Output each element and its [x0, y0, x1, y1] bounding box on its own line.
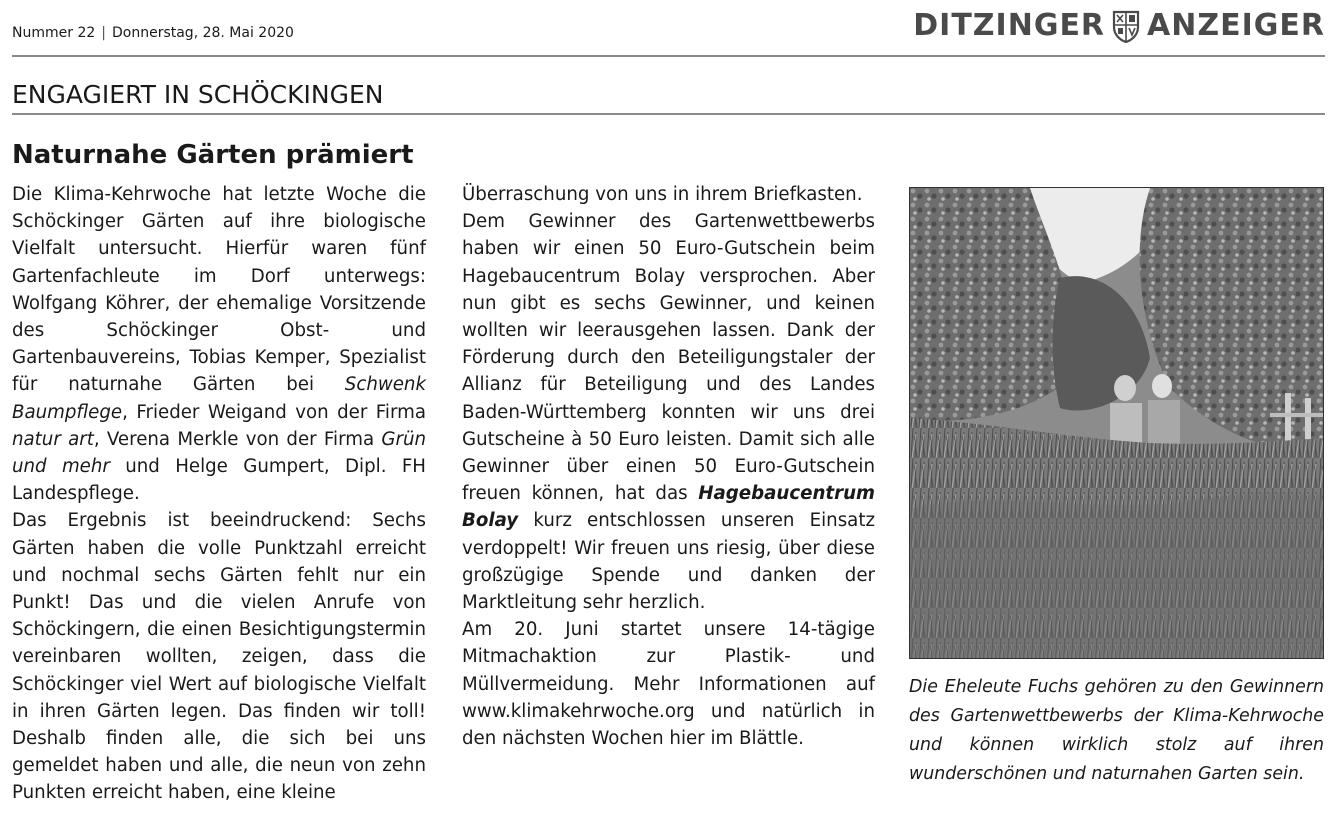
paragraph: Überraschung von uns in ihrem Briefkasten. [462, 184, 863, 205]
article-headline: Naturnahe Gärten prämiert [12, 140, 414, 170]
section-title: ENGAGIERT IN SCHÖCKINGEN [12, 80, 384, 109]
sponsor-name: Hagebaucentrum Bolay [462, 483, 875, 532]
issue-number: Nummer 22 [12, 25, 96, 41]
paragraph: Das Ergebnis ist beeindruckend: Sechs Gärten haben die volle Punktzahl erreicht und nochmal sechs Gärten fehlt nur ein Punkt! Das und die vielen Anrufe von Schöckingern, die einen Besichtigungstermin vereinbaren wollten, zeigen, dass die Schöckinger viel Wert auf biologische Vielfalt in ihren Gärten legen. Das finden wir toll! Deshalb finden alle, die sich bei uns gemeldet haben und alle, die neun von zehn Punkten erreicht haben, eine kleine [12, 510, 426, 804]
text-run: kurz entschlossen unseren Einsatz verdoppelt! Wir freuen uns riesig, über diese großzügige Spende und danken der Marktleitung sehr herzlich. [462, 510, 875, 614]
garden-photo-image [910, 188, 1324, 659]
issue-info [12, 25, 294, 41]
masthead-left: DITZINGER [913, 8, 1106, 43]
section-rule [12, 113, 1325, 115]
issue-date: Donnerstag, 28. Mai 2020 [111, 25, 294, 41]
paragraph [462, 208, 875, 616]
masthead-right: ANZEIGER [1147, 8, 1325, 43]
paragraph: Am 20. Juni startet unsere 14-tägige Mitmachaktion zur Plastik- und Müllvermeidung. Mehr Informationen auf www.klimakehrwoche.org und natürlich in den nächsten Wochen hier im Blättle. [462, 619, 875, 750]
text-run: , Frieder Weigand von der Firma [122, 401, 426, 423]
article-column-2 [462, 181, 875, 752]
text-run: Die Klima-Kehrwoche hat letzte Woche die Schöckinger Gärten auf ihre biologische Vielfalt untersucht. Hierfür waren fünf Gartenfachleute im Dorf unterwegs: Wolfgang Köhrer, der ehemalige Vorsitzende des Schöckinger Obst- und Gartenbauvereins, Tobias Kemper, Spezialist für naturnahe Gärten bei [12, 184, 426, 396]
text-run: und Helge Gumpert, Dipl. FH Landespflege. [12, 456, 426, 505]
header-separator: | [101, 25, 106, 41]
coat-of-arms-icon [1111, 9, 1141, 43]
masthead-logo [913, 8, 1325, 43]
company-name: natur art [12, 428, 94, 450]
company-name: Grün und mehr [12, 428, 427, 478]
photo-caption [909, 673, 1324, 789]
garden-photo [909, 187, 1324, 659]
paragraph [12, 181, 426, 507]
text-run: Dem Gewinner des Gartenwettbewerbs haben wir einen 50 Euro-Gutschein beim Hagebaucentrum Bolay versprochen. Aber nun gibt es sechs Gewinner, und keinen wollten wir leerausgehen lassen. Dank der Förderung durch den Beteiligungstaler der Allianz für Beteiligung und des Landes Baden-Württemberg konnten wir uns drei Gutscheine à 50 Euro leisten. Damit sich alle Gewinner über einen 50 Euro-Gutschein freuen können, hat das [462, 211, 875, 505]
text-run: , Verena Merkle von der Firma [93, 428, 382, 450]
header-rule [12, 55, 1325, 57]
caption-text: Die Eheleute Fuchs gehören zu den Gewinnern des Gartenwettbewerbs der Klima-Kehrwoche und können wirklich stolz auf ihren wunderschönen und naturnahen Garten sein. [909, 677, 1324, 784]
article-column-1 [12, 181, 426, 807]
company-name: Schwenk Baumpflege [12, 374, 426, 423]
